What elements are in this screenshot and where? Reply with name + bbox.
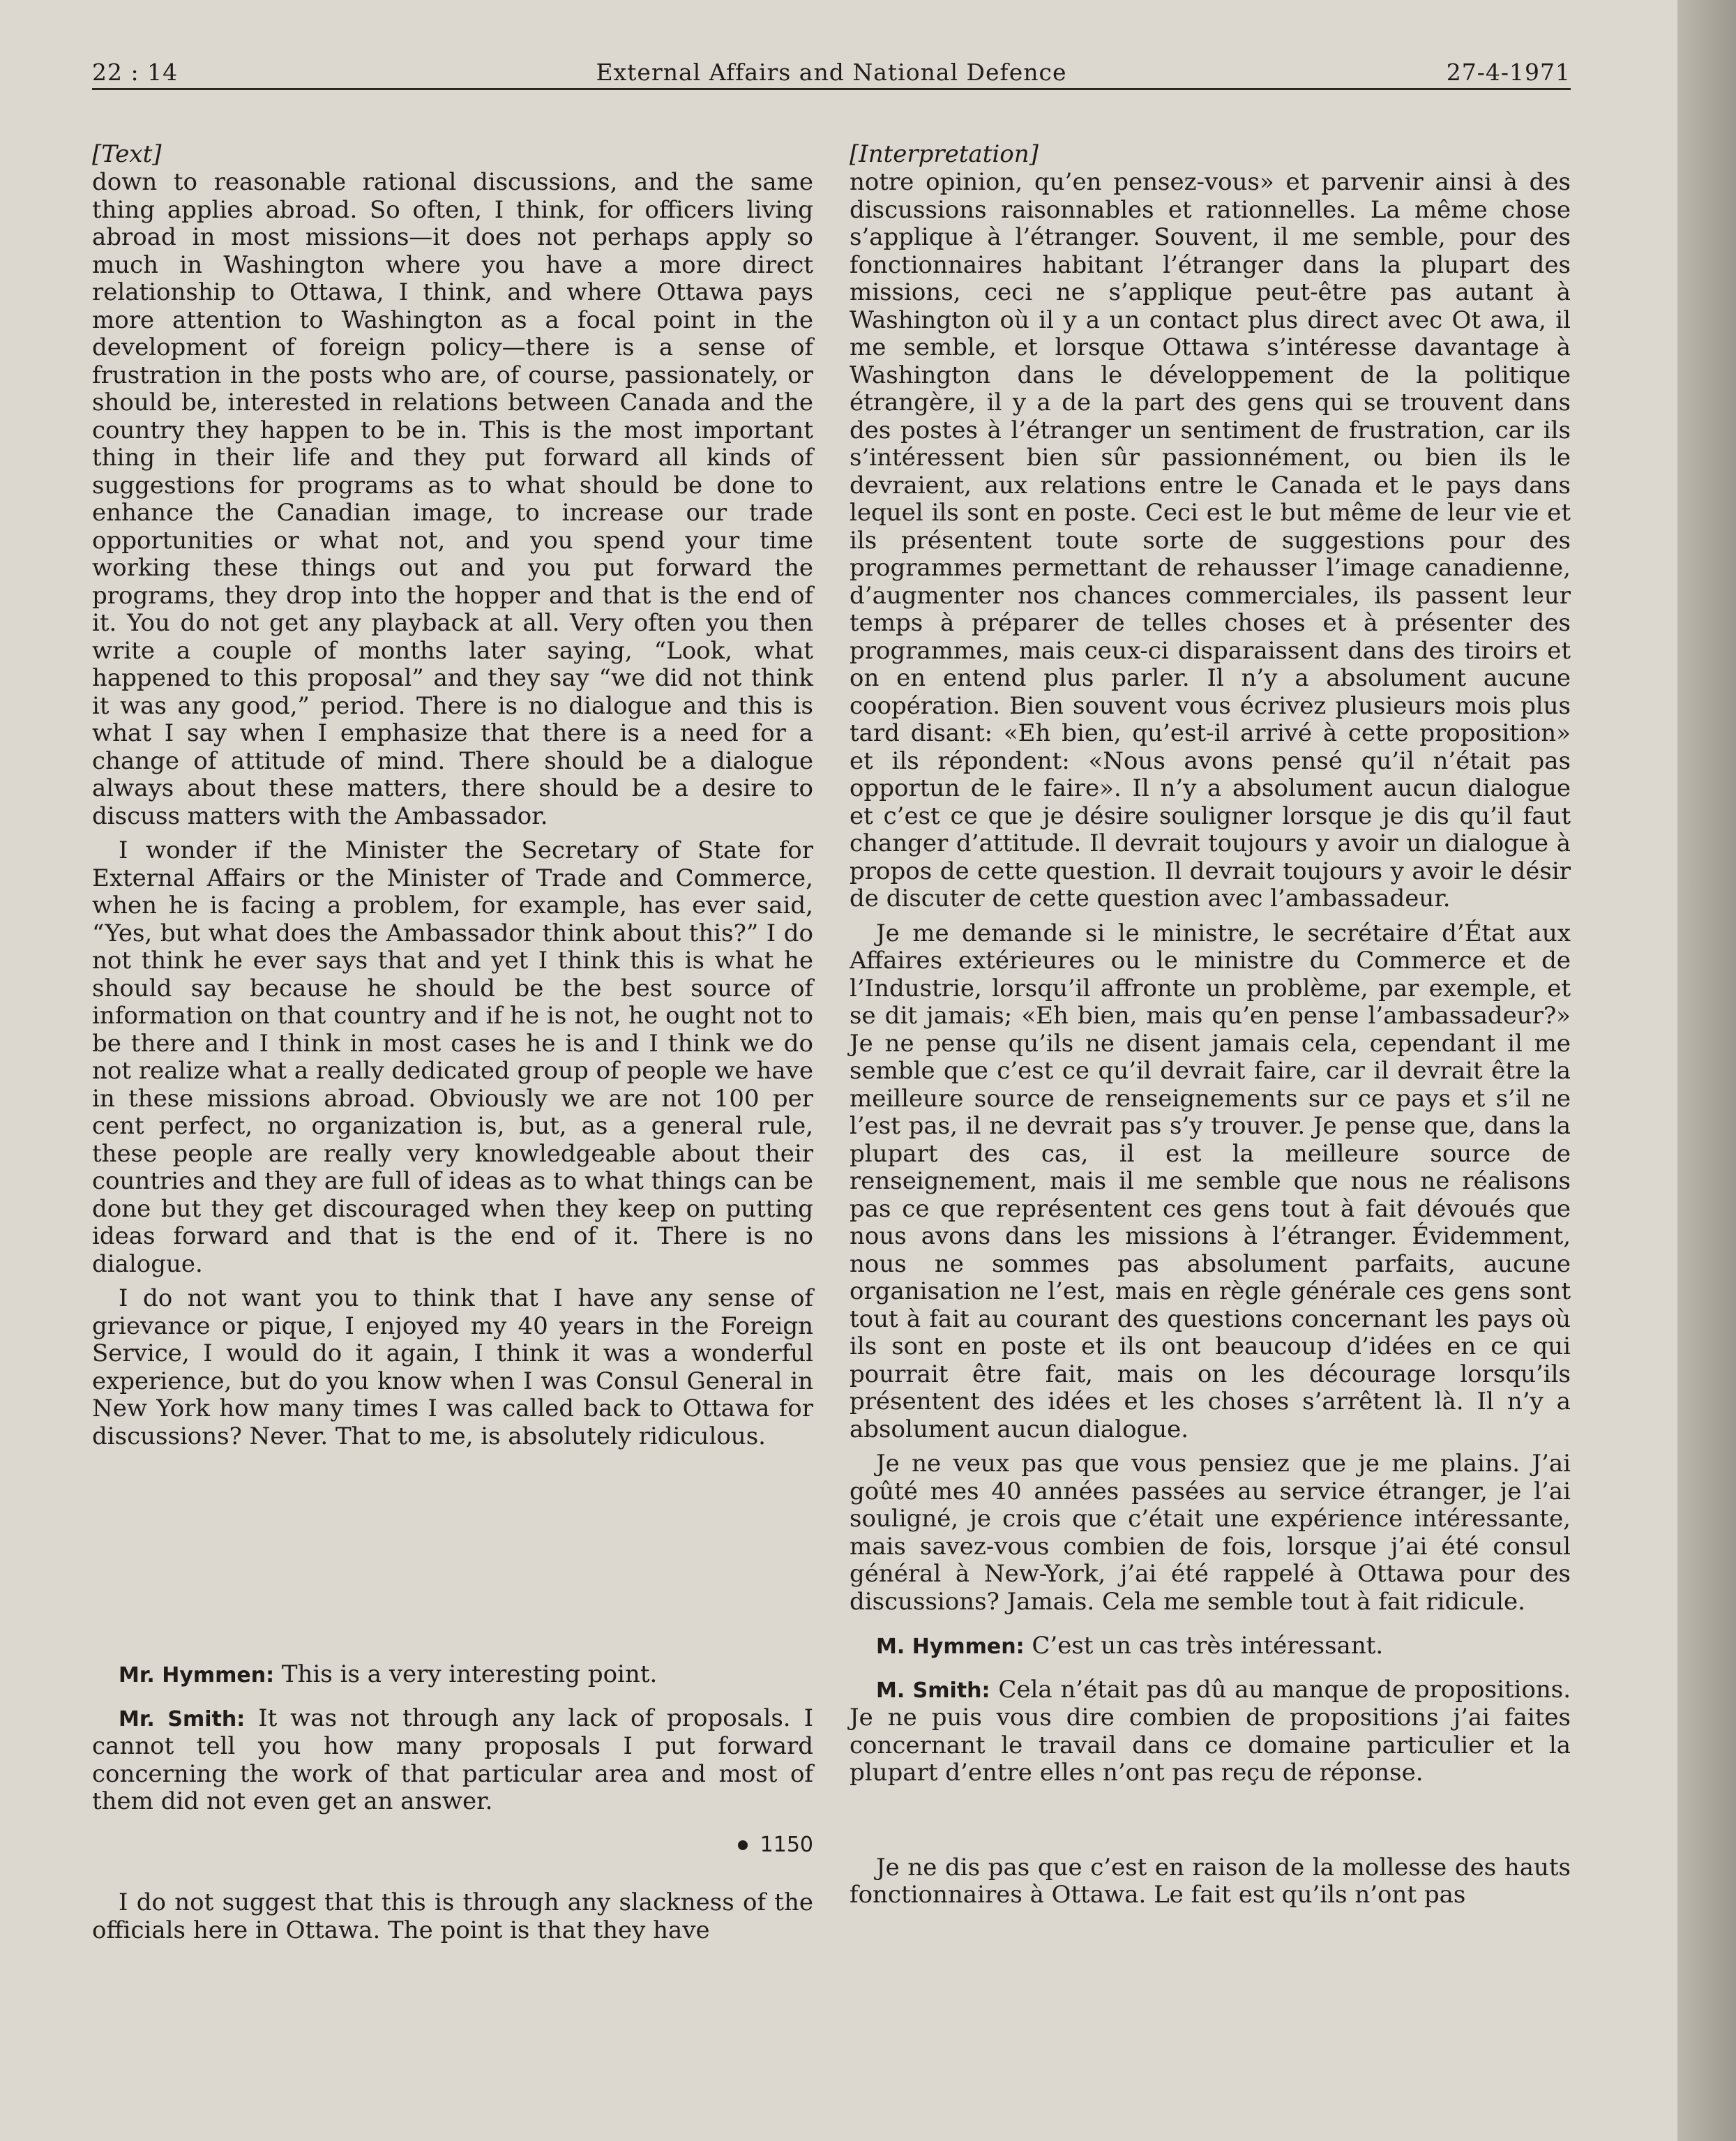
english-column <box>92 141 813 1944</box>
binding-edge <box>1677 0 1736 2141</box>
speaker-name: Mr. Hymmen: <box>119 1663 275 1688</box>
bullet-icon <box>738 1840 748 1850</box>
speaker-name: M. Hymmen: <box>876 1635 1025 1659</box>
paragraph: I do not want you to think that I have any sense of grievance or pique, I enjoyed my 40 years in the Foreign Service, I would do it again, I think it was a wonderful experience, but do you know when I was Consul General in New York how many times I was called back to Ottawa for discussions? Never. That to me, is absolutely ridiculous. <box>92 1284 813 1450</box>
column-label: [Interpretation] <box>850 140 1039 168</box>
paragraph: I do not suggest that this is through any slackness of the officials here in Ottawa. The point is that they have <box>92 1888 813 1944</box>
paragraph: notre opinion, qu’en pensez-vous» et parvenir ainsi à des discussions raisonnables et rationnelles. La même chose s’applique à l’étranger. Souvent, il me semble, pour des fonctionnaires habitant l’étranger dans la plupart des missions, ceci ne s’applique peut-être pas autant à Washington où il y a un contact plus direct avec Ot awa, il me semble, et lorsque Ottawa s’intéresse davantage à Washington dans le développement de la politique étrangère, il y a de la part des gens qui se trouvent dans des postes à l’étranger un sentiment de frustration, car ils s’intéressent bien sûr passionnément, ou bien ils le devraient, aux relations entre le Canada et le pays dans lequel ils sont en poste. Ceci est le but même de leur vie et ils présentent toute sorte de suggestions pour des programmes permettant de rehausser l’image canadienne, d’augmenter nos chances commerciales, ils passent leur temps à préparer de telles choses et à présenter des programmes, mais ceux-ci disparaissent dans des tiroirs et on en entend plus parler. Il n’y a absolument aucune coopération. Bien souvent vous écrivez plusieurs mois plus tard disant: «Eh bien, qu’est-il arrivé à cette proposition» et ils répondent: «Nous avons pensé qu’il n’était pas opportun de le faire». Il n’y a absolument aucun dialogue et c’est ce que je désire souligner lorsque je dis qu’il faut changer d’attitude. Il devrait toujours y avoir un dialogue à propos de cette question. Il devrait toujours y avoir le désir de discuter de cette question avec l’ambassadeur. <box>850 168 1571 912</box>
speaker-name: Mr. Smith: <box>119 1706 246 1731</box>
speech-text: It was not through any lack of proposals. I cannot tell you how many proposals I put forward concerning the work of that particular area and most of them did not even get an answer. <box>92 1704 814 1815</box>
column-label: [Text] <box>92 140 162 168</box>
paragraph: Je ne veux pas que vous pensiez que je me plains. J’ai goûté mes 40 années passées au service étranger, je l’ai souligné, je crois que c’était une expérience intéressante, mais savez-vous combien de fois, lorsque j’ai été consul général à New-York, j’ai été rappelé à Ottawa pour des discussions? Jamais. Cela me semble tout à fait ridicule. <box>850 1450 1571 1616</box>
time-marker <box>92 1831 813 1859</box>
speaker-name: M. Smith: <box>876 1678 990 1703</box>
paragraph: I wonder if the Minister the Secretary of State for External Affairs or the Minister of Trade and Commerce, when he is facing a problem, for example, has ever said, “Yes, but what does the Ambassador think about this?” I do not think he ever says that and yet I think this is what he should say because he should be the best source of information on that country and if he is not, he ought not to be there and I think in most cases he is and I think we do not realize what a really dedicated group of people we have in these missions abroad. Obviously we are not 100 per cent perfect, no organization is, but, as a general rule, these people are really very knowledgeable about their countries and they are full of ideas as to what things can be done but they get discouraged when they keep on putting ideas forward and that is the end of it. There is no dialogue. <box>92 836 814 1278</box>
page-header <box>92 56 1571 90</box>
running-title: External Affairs and National Defence <box>596 59 1067 86</box>
speech-text: C’est un cas très intéressant. <box>1032 1632 1384 1660</box>
page-date: 27-4-1971 <box>1446 59 1571 86</box>
speech-text: This is a very interesting point. <box>281 1660 658 1688</box>
paragraph: Je ne dis pas que c’est en raison de la mollesse des hauts fonctionnaires à Ottawa. Le fait est qu’ils n’ont pas <box>850 1853 1571 1909</box>
speaker-turn <box>92 1705 813 1816</box>
speaker-turn <box>850 1676 1571 1787</box>
time-marker-text: 1150 <box>760 1832 813 1857</box>
french-column <box>850 141 1571 1909</box>
speaker-turn <box>850 1632 1571 1661</box>
page-number: 22 : 14 <box>92 59 179 86</box>
speech-text: Cela n’était pas dû au manque de propositions. Je ne puis vous dire combien de propositions j’ai faites concernant le travail dans ce domaine particulier et la plupart d’entre elles n’ont pas reçu de réponse. <box>850 1675 1571 1787</box>
paragraph: down to reasonable rational discussions, and the same thing applies abroad. So often, I think, for officers living abroad in most missions—it does not perhaps apply so much in Washington where you have a more direct relationship to Ottawa, I think, and where Ottawa pays more attention to Washington as a focal point in the development of foreign policy—there is a sense of frustration in the posts who are, of course, passionately, or should be, interested in relations between Canada and the country they happen to be in. This is the most important thing in their life and they put forward all kinds of suggestions for programs as to what should be done to enhance the Canadian image, to increase our trade opportunities or what not, and you spend your time working these things out and you put forward the programs, they drop into the hopper and that is the end of it. You do not get any playback at all. Very often you then write a couple of months later saying, “Look, what happened to this proposal” and they say “we did not think it was any good,” period. There is no dialogue and this is what I say when I emphasize that there is a need for a change of attitude of mind. There should be a dialogue always about these matters, there should be a desire to discuss matters with the Ambassador. <box>92 168 813 830</box>
speaker-turn <box>92 1661 813 1690</box>
paragraph: Je me demande si le ministre, le secrétaire d’État aux Affaires extérieures ou le ministre du Commerce et de l’Industrie, lorsqu’il affronte un problème, par exemple, et se dit jamais; «Eh bien, mais qu’en pense l’ambassadeur?» Je ne pense qu’ils ne disent jamais cela, cependant il me semble que c’est ce qu’il devrait faire, car il devrait être la meilleure source de renseignements sur ce pays et s’il ne l’est pas, il ne devrait pas s’y trouver. Je pense que, dans la plupart des cas, il est la meilleure source de renseignement, mais il me semble que nous ne réalisons pas ce que représentent ces gens tout à fait dévoués que nous avons dans les missions à l’étranger. Évidemment, nous ne sommes pas absolument parfaits, aucune organisation ne l’est, mais en règle générale ces gens sont tout à fait au courant des questions concernant les pays où ils sont en poste et ils ont beaucoup d’idées en ce qui pourrait être fait, mais on les décourage lorsqu’ils présentent des idées et les choses s’arrêtent là. Il n’y a absolument aucun dialogue. <box>850 919 1571 1443</box>
